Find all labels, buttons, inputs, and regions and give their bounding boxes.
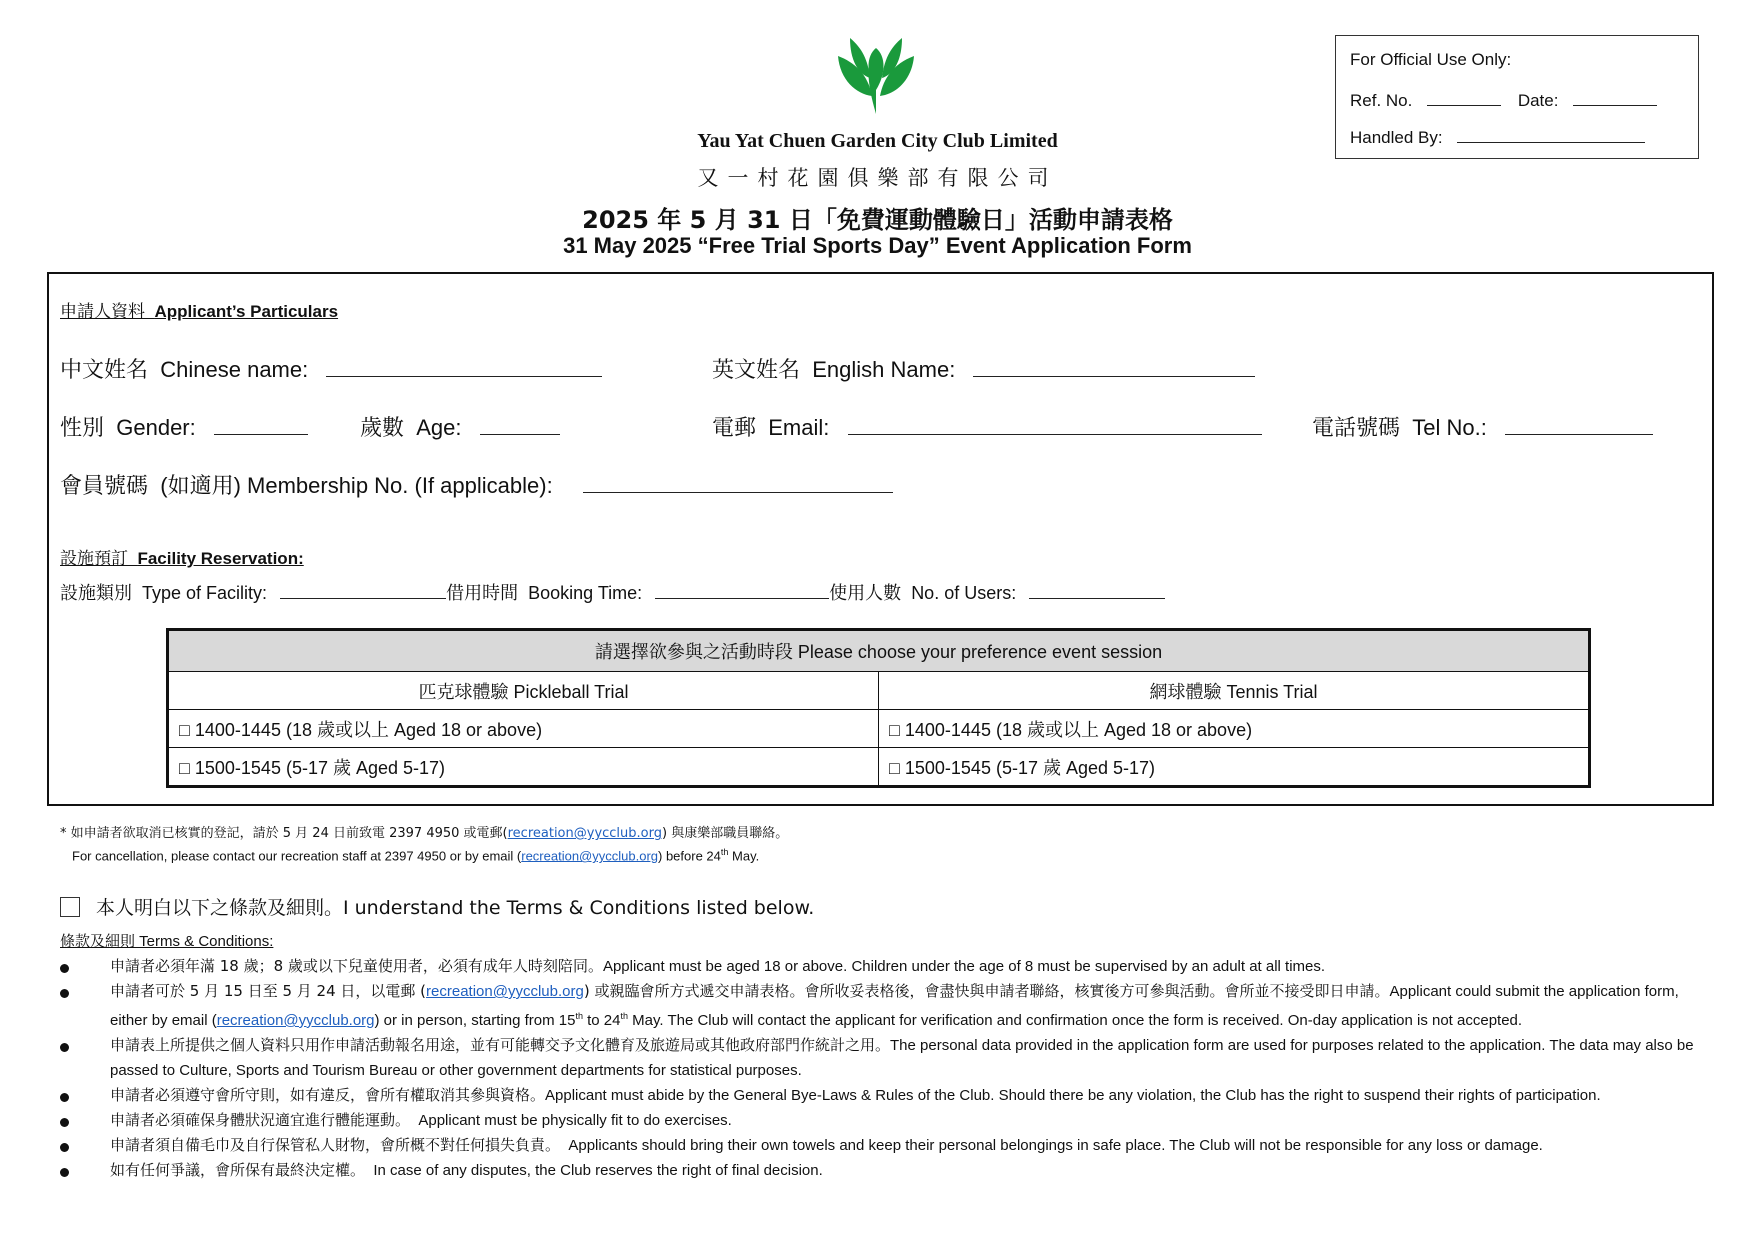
membership-field[interactable] bbox=[583, 474, 893, 493]
ref-no-field[interactable] bbox=[1427, 87, 1501, 106]
terms-email-link[interactable]: recreation@yycclub.org bbox=[426, 983, 584, 1000]
official-use-heading: For Official Use Only: bbox=[1350, 50, 1512, 69]
handled-by-label: Handled By: bbox=[1350, 128, 1443, 147]
term-item: 申請者必須確保身體狀況適宜進行體能運動。 Applicant must be physically fit to do exercises. bbox=[60, 1108, 1710, 1133]
term-item: 如有任何爭議，會所保有最終決定權。 In case of any disputes, the Club reserves the right of final decision. bbox=[60, 1158, 1710, 1183]
applicant-section-title: 申請人資料 Applicant’s Particulars bbox=[60, 302, 339, 322]
org-name-en: Yau Yat Chuen Garden City Club Limited bbox=[697, 130, 1058, 152]
recreation-email-link[interactable]: recreation@yycclub.org bbox=[507, 826, 662, 841]
age-field[interactable] bbox=[480, 416, 560, 435]
ref-no-label: Ref. No. bbox=[1350, 91, 1413, 110]
facility-type-field[interactable] bbox=[280, 580, 446, 599]
facility-section-title: 設施預訂 Facility Reservation: bbox=[60, 549, 304, 569]
tennis-session-2[interactable]: □ 1500-1545 (5-17 歲 Aged 5-17) bbox=[879, 748, 1590, 787]
membership-row: 會員號碼 (如適用) Membership No. (If applicable): bbox=[60, 469, 893, 500]
english-name-row: 英文姓名 English Name: bbox=[712, 353, 1255, 384]
form-title-zh: 2025 年 5 月 31 日「免費運動體驗日」活動申請表格 bbox=[582, 206, 1173, 234]
gender-field[interactable] bbox=[214, 416, 308, 435]
term-item: 申請表上所提供之個人資料只用作申請活動報名用途，並有可能轉交予文化體育及旅遊局或其他政府部門作統計之用。The personal data provided in the application form are used for purposes related to the application. The data may also be passed to Culture, Sports and Tourism Bureau or other government departments for statistical purposes. bbox=[60, 1033, 1710, 1083]
terms-list bbox=[60, 954, 1710, 1183]
org-name-zh: 又一村花園俱樂部有限公司 bbox=[697, 166, 1058, 190]
email-row: 電郵 Email: bbox=[712, 411, 1262, 442]
cancellation-note-zh: * 如申請者欲取消已核實的登記，請於 5 月 24 日前致電 2397 4950 或電郵(recreation@yycclub.org) 與康樂部職員聯絡。 bbox=[60, 826, 789, 841]
recreation-email-link-en[interactable]: recreation@yycclub.org bbox=[521, 848, 659, 864]
chinese-name-row: 中文姓名 Chinese name: bbox=[60, 353, 602, 384]
tennis-column-header: 網球體驗 Tennis Trial bbox=[879, 672, 1590, 710]
age-row: 歲數 Age: bbox=[360, 411, 560, 442]
agree-text: 本人明白以下之條款及細則。I understand the Terms & Conditions listed below. bbox=[96, 897, 815, 919]
term-item: 申請者必須年滿 18 歲；8 歲或以下兒童使用者，必須有成年人時刻陪同。Applicant must be aged 18 or above. Children under the age of 8 must be supervised by an adult at all times. bbox=[60, 954, 1710, 979]
pickleball-session-2[interactable]: □ 1500-1545 (5-17 歲 Aged 5-17) bbox=[168, 748, 879, 787]
official-date-label: Date: bbox=[1517, 91, 1559, 110]
handled-by-field[interactable] bbox=[1457, 124, 1645, 143]
term-item: 申請者須自備毛巾及自行保管私人財物，會所概不對任何損失負責。 Applicants should bring their own towels and keep their personal belongings in safe place. The Club will not be responsible for any loss or damage. bbox=[60, 1133, 1710, 1158]
gender-row: 性別 Gender: bbox=[60, 411, 308, 442]
official-use-box bbox=[1335, 35, 1699, 159]
email-field[interactable] bbox=[848, 416, 1262, 435]
users-field[interactable] bbox=[1029, 580, 1165, 599]
session-table bbox=[166, 628, 1591, 788]
english-name-field[interactable] bbox=[973, 358, 1255, 377]
leaf-sprout-logo bbox=[836, 30, 916, 114]
terms-agreement bbox=[60, 893, 814, 920]
booking-time-field[interactable] bbox=[655, 580, 829, 599]
term-item: 申請者必須遵守會所守則，如有違反，會所有權取消其參與資格。Applicant must abide by the General Bye-Laws & Rules of the Club. Should there be any violation, the Club has the right to suspend their rights of participation. bbox=[60, 1083, 1710, 1108]
pickleball-session-1[interactable]: □ 1400-1445 (18 歲或以上 Aged 18 or above) bbox=[168, 710, 879, 748]
terms-title: 條款及細則 Terms & Conditions: bbox=[60, 933, 274, 950]
terms-email-link-en[interactable]: recreation@yycclub.org bbox=[216, 1012, 375, 1029]
agree-checkbox[interactable] bbox=[60, 897, 80, 917]
tel-row: 電話號碼 Tel No.: bbox=[1312, 411, 1653, 442]
term-item: 申請者可於 5 月 15 日至 5 月 24 日，以電郵 (recreation@yycclub.org) 或親臨會所方式遞交申請表格。會所收妥表格後，會盡快與申請者聯絡，核實後方可參與活動。會所並不接受即日申請。Applicant could submit the application form, either by email (recreation@yycclub.org) or in person, starting from 15th to 24th May. The Club will contact the applicant for verification and confirmation once the form is received. On-day application is not accepted. bbox=[60, 979, 1710, 1033]
session-table-header: 請選擇欲參與之活動時段 Please choose your preference event session bbox=[168, 630, 1590, 672]
official-date-field[interactable] bbox=[1573, 87, 1657, 106]
pickleball-column-header: 匹克球體驗 Pickleball Trial bbox=[168, 672, 879, 710]
cancellation-note-en: For cancellation, please contact our recreation staff at 2397 4950 or by email (recreation@yycclub.org) before 24th May. bbox=[72, 847, 760, 864]
tennis-session-1[interactable]: □ 1400-1445 (18 歲或以上 Aged 18 or above) bbox=[879, 710, 1590, 748]
form-title-en: 31 May 2025 “Free Trial Sports Day” Event Application Form bbox=[563, 233, 1192, 258]
facility-row: 設施類別 Type of Facility: 借用時間 Booking Time: 使用人數 No. of Users: bbox=[60, 579, 1165, 605]
chinese-name-field[interactable] bbox=[326, 358, 602, 377]
tel-field[interactable] bbox=[1505, 416, 1653, 435]
